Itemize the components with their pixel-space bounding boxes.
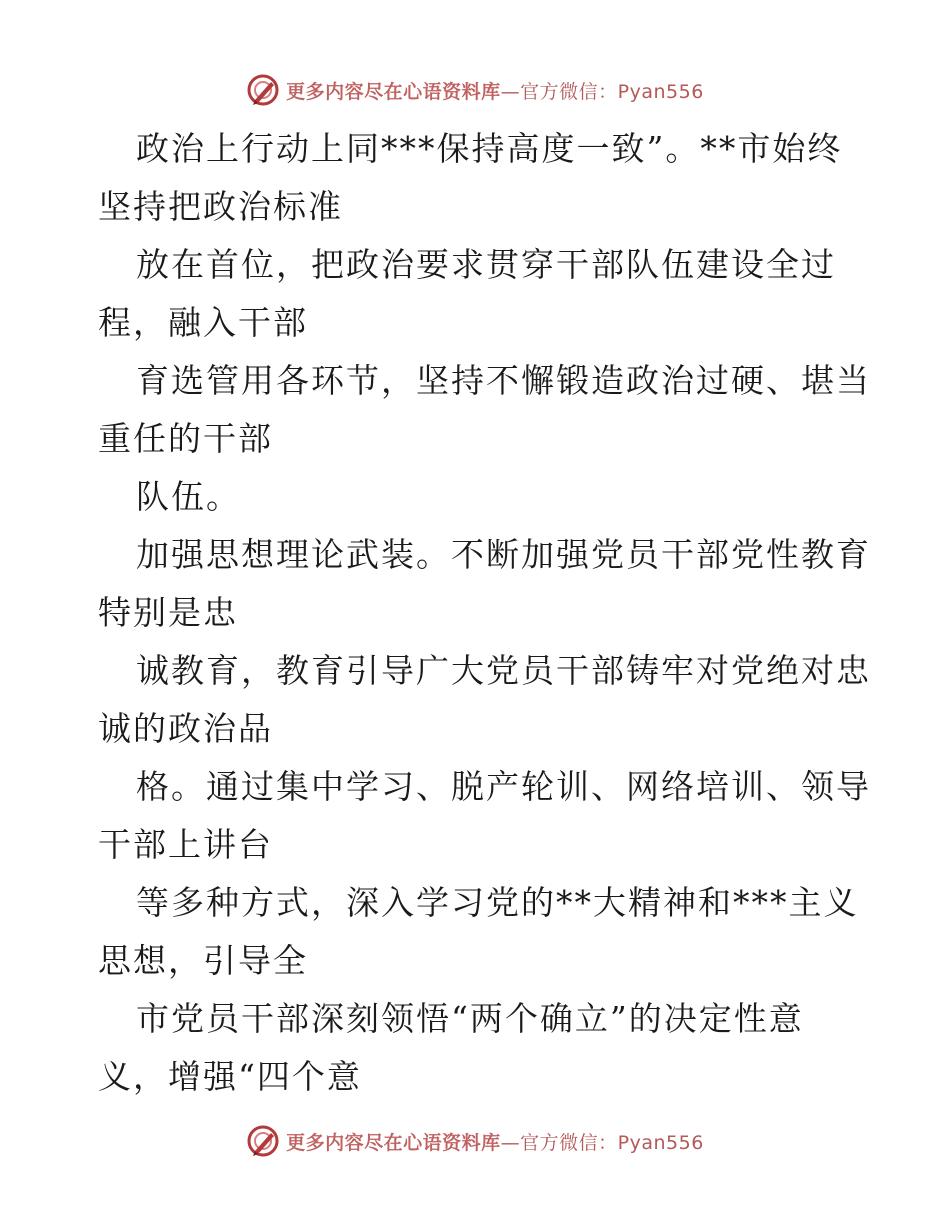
- footer-separator: —: [500, 1131, 521, 1154]
- text-line: 格。通过集中学习、脱产轮训、网络培训、领导: [136, 767, 871, 806]
- text-line: 加强思想理论武装。不断加强党员干部党性教育: [136, 535, 871, 574]
- footer-library-text: 更多内容尽在心语资料库: [286, 1131, 501, 1154]
- header-official-wechat: 官方微信：Pyan556: [520, 80, 704, 103]
- text-line: 重任的干部: [98, 419, 273, 458]
- text-line: 程，融入干部: [98, 303, 308, 342]
- footer-official-wechat: 官方微信：Pyan556: [520, 1131, 704, 1154]
- text-line: 义，增强“四个意: [98, 1057, 362, 1096]
- footer-banner: [0, 1121, 950, 1161]
- text-line: 育选管用各环节，坚持不懈锻造政治过硬、堪当: [136, 361, 871, 400]
- text-line: 干部上讲台: [98, 825, 273, 864]
- header-separator: —: [500, 80, 521, 103]
- pen-logo-icon: [246, 1124, 280, 1158]
- body-text: [98, 120, 871, 1106]
- text-line: 诚教育，教育引导广大党员干部铸牢对党绝对忠: [136, 651, 871, 690]
- text-line: 等多种方式，深入学习党的**大精神和***主义: [136, 883, 859, 922]
- header-library-text: 更多内容尽在心语资料库: [286, 80, 501, 103]
- text-line: 政治上行动上同***保持高度一致”。**市始终: [136, 129, 843, 168]
- text-line: 思想，引导全: [98, 941, 308, 980]
- text-line: 特别是忠: [98, 593, 238, 632]
- text-line: 坚持把政治标准: [98, 187, 343, 226]
- text-line: 诚的政治品: [98, 709, 273, 748]
- pen-logo-icon: [246, 73, 280, 107]
- text-line: 队伍。: [136, 477, 241, 516]
- text-line: 放在首位，把政治要求贯穿干部队伍建设全过: [136, 245, 836, 284]
- header-banner: [0, 70, 950, 110]
- text-line: 市党员干部深刻领悟“两个确立”的决定性意: [136, 999, 804, 1038]
